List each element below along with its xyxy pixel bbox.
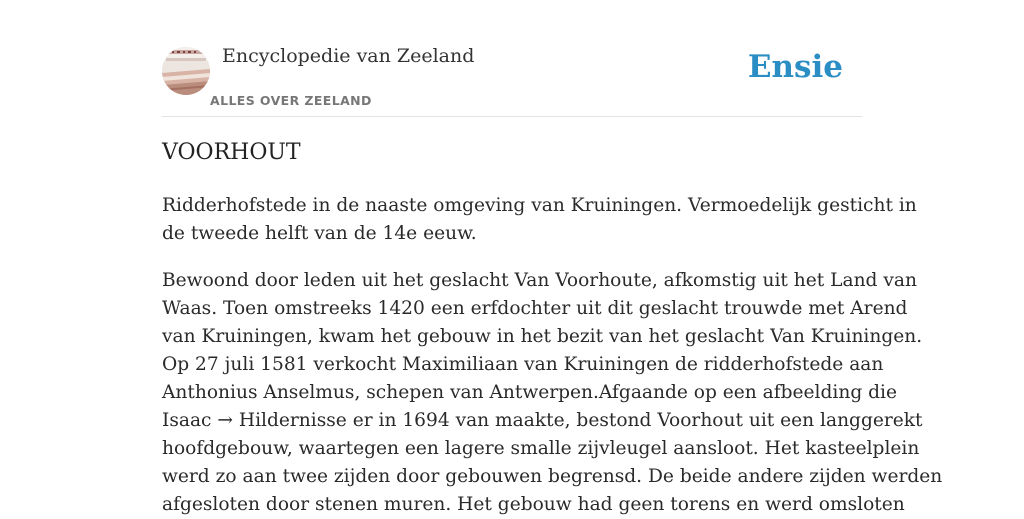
- text-fragment: er in 1694 van maakte, bestond Voorhout uit een langgerekt: [346, 410, 923, 431]
- site-header: [162, 0, 862, 117]
- paragraph-line: de tweede helft van de 14e eeuw.: [162, 223, 477, 244]
- hildernisse-link[interactable]: → Hildernisse: [217, 410, 347, 431]
- book-photo-icon: [162, 47, 210, 95]
- paragraph-line: werd zo aan twee zijden door gebouwen begrensd. De beide andere zijden werden: [162, 466, 943, 487]
- article-paragraph: [162, 192, 917, 248]
- brand-logo-link[interactable]: Ensie: [747, 49, 843, 85]
- paragraph-line: Bewoond door leden uit het geslacht Van Voorhoute, afkomstig uit het Land van: [162, 270, 917, 291]
- text-fragment: Isaac: [162, 410, 218, 431]
- page: [162, 0, 943, 515]
- article-paragraph: [162, 267, 943, 519]
- site-title[interactable]: Encyclopedie van Zeeland: [222, 45, 475, 67]
- paragraph-line: Anthonius Anselmus, schepen van Antwerpen.Afgaande op een afbeelding die: [162, 382, 897, 403]
- paragraph-line: afgesloten door stenen muren. Het gebouw had geen torens en werd omsloten: [162, 494, 905, 515]
- paragraph-line: Waas. Toen omstreeks 1420 een erfdochter uit dit geslacht trouwde met Arend: [162, 298, 908, 319]
- paragraph-line: Op 27 juli 1581 verkocht Maximiliaan van Kruiningen de ridderhofstede aan: [162, 354, 884, 375]
- paragraph-line: [162, 407, 923, 435]
- article-title: VOORHOUT: [162, 140, 301, 165]
- paragraph-line: hoofdgebouw, waartegen een lagere smalle zijvleugel aansloot. Het kasteelplein: [162, 438, 920, 459]
- site-avatar[interactable]: [162, 47, 210, 95]
- site-subtitle: ALLES OVER ZEELAND: [210, 93, 372, 108]
- paragraph-line: van Kruiningen, kwam het gebouw in het bezit van het geslacht Van Kruiningen.: [162, 326, 923, 347]
- paragraph-line: Ridderhofstede in de naaste omgeving van Kruiningen. Vermoedelijk gesticht in: [162, 195, 917, 216]
